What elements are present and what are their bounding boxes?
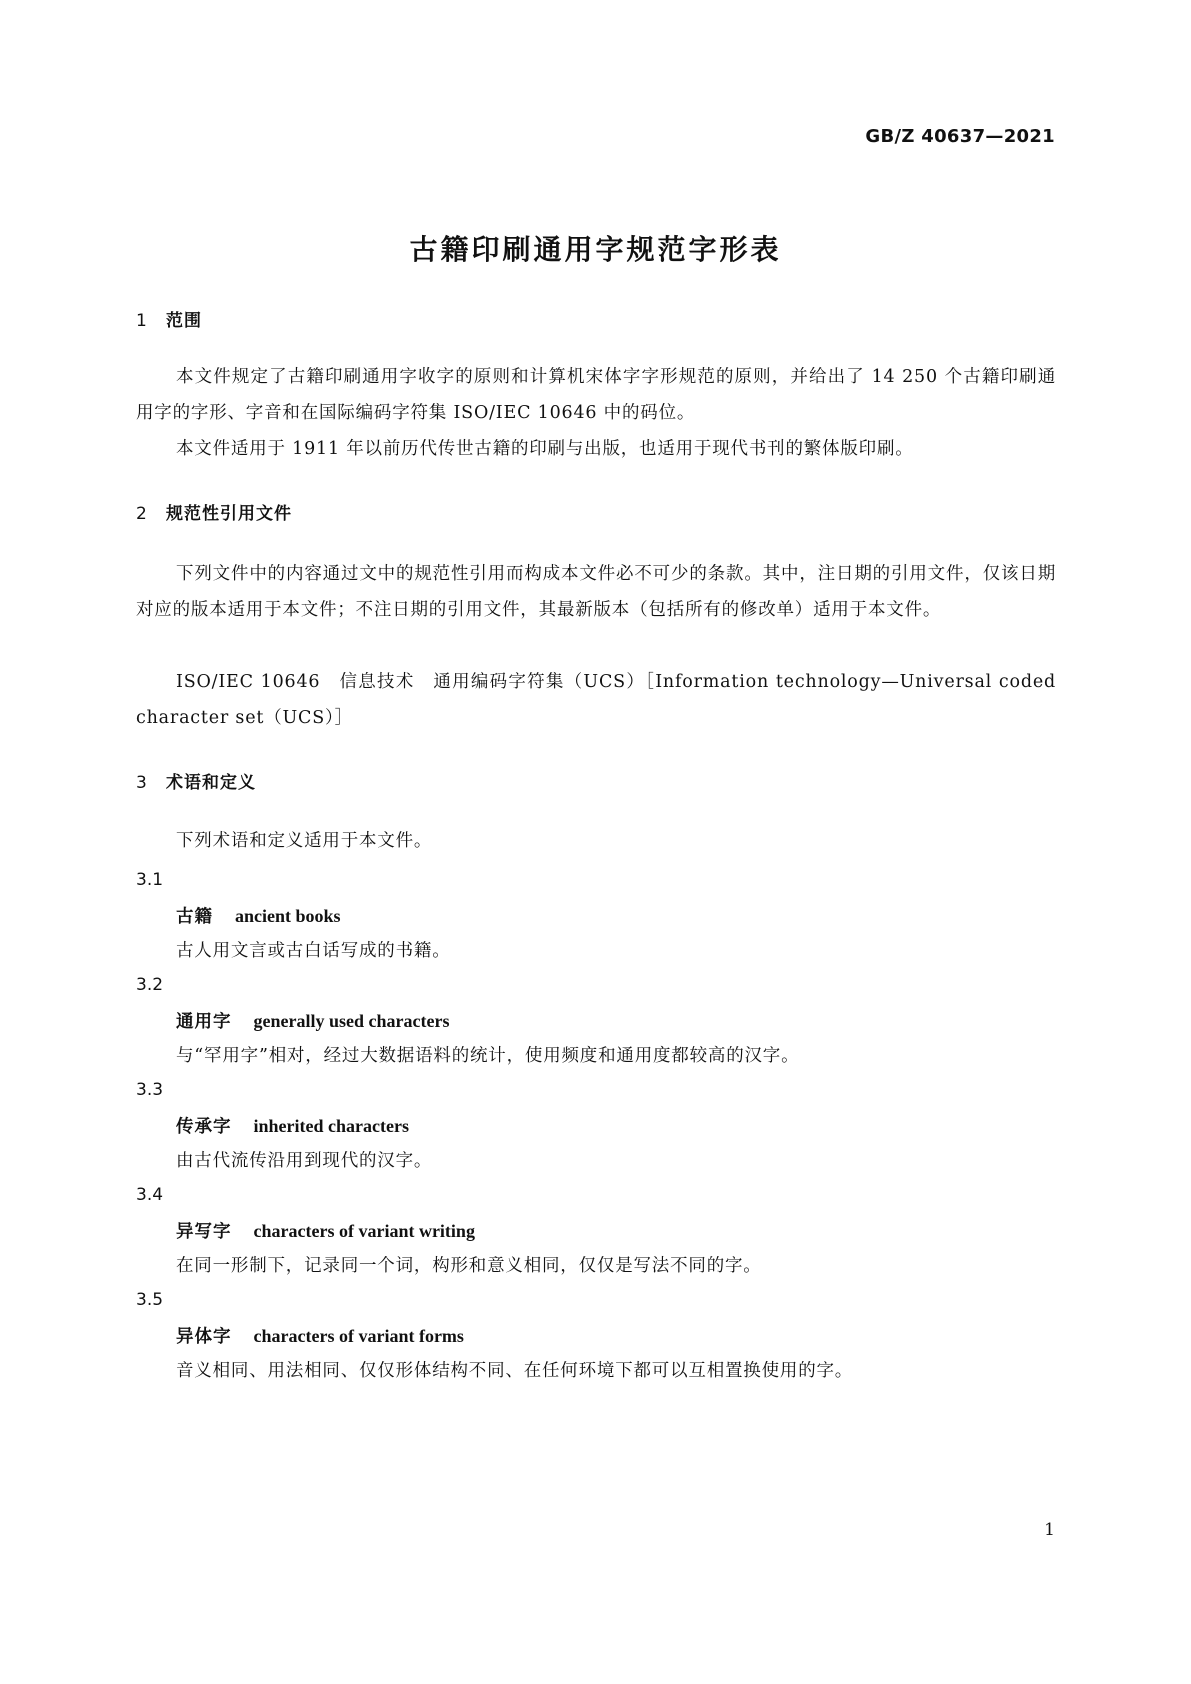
section-title: 范围	[166, 311, 202, 331]
section-number: 2	[136, 504, 148, 524]
term-zh: 古籍	[176, 907, 213, 927]
section-title: 规范性引用文件	[166, 504, 292, 524]
section-2-reference: ISO/IEC 10646 信息技术 通用编码字符集（UCS）［Information technology—Universal coded character set（UCS）］	[136, 672, 1056, 728]
term-definition: 与“罕用字”相对，经过大数据语料的统计，使用频度和通用度都较高的汉字。	[176, 1046, 800, 1066]
term-number: 3.4	[136, 1185, 164, 1205]
term-zh: 传承字	[176, 1117, 232, 1137]
term-definition: 由古代流传沿用到现代的汉字。	[176, 1151, 433, 1171]
term-zh: 异写字	[176, 1222, 232, 1242]
term-zh: 通用字	[176, 1012, 232, 1032]
term-en: generally used characters	[253, 1011, 450, 1031]
section-1-paragraph-1: 本文件规定了古籍印刷通用字收字的原则和计算机宋体字字形规范的原则，并给出了 14 250 个古籍印刷通用字的字形、字音和在国际编码字符集 ISO/IEC 10646 中的码位。	[136, 367, 1056, 423]
section-number: 1	[136, 311, 148, 331]
section-3-intro: 下列术语和定义适用于本文件。	[176, 831, 433, 851]
term-title	[176, 1218, 475, 1243]
term-number: 3.5	[136, 1290, 164, 1310]
document-title: 古籍印刷通用字规范字形表	[409, 233, 782, 266]
term-definition: 古人用文言或古白话写成的书籍。	[176, 941, 451, 961]
term-title	[176, 1323, 464, 1348]
term-number: 3.2	[136, 975, 164, 995]
section-2-paragraph-1: 下列文件中的内容通过文中的规范性引用而构成本文件必不可少的条款。其中，注日期的引用文件，仅该日期对应的版本适用于本文件；不注日期的引用文件，其最新版本（包括所有的修改单）适用于本文件。	[136, 564, 1056, 620]
page-number: 1	[1044, 1520, 1055, 1540]
term-number: 3.1	[136, 870, 164, 890]
term-zh: 异体字	[176, 1327, 232, 1347]
section-number: 3	[136, 773, 148, 793]
term-number: 3.3	[136, 1080, 164, 1100]
section-2-heading	[136, 499, 292, 524]
term-title	[176, 903, 341, 928]
section-title: 术语和定义	[166, 773, 256, 793]
section-3-heading	[136, 768, 256, 793]
standard-number: GB/Z 40637—2021	[865, 126, 1055, 147]
term-title	[176, 1113, 409, 1138]
term-title	[176, 1008, 449, 1033]
term-en: characters of variant writing	[253, 1221, 475, 1241]
term-definition: 在同一形制下，记录同一个词，构形和意义相同，仅仅是写法不同的字。	[176, 1256, 762, 1276]
term-en: characters of variant forms	[253, 1326, 464, 1346]
term-en: inherited characters	[253, 1116, 409, 1136]
term-en: ancient books	[235, 906, 341, 926]
term-definition: 音义相同、用法相同、仅仅形体结构不同、在任何环境下都可以互相置换使用的字。	[176, 1361, 854, 1381]
section-1-heading	[136, 306, 202, 331]
section-1-paragraph-2: 本文件适用于 1911 年以前历代传世古籍的印刷与出版，也适用于现代书刊的繁体版印刷。	[176, 439, 914, 459]
